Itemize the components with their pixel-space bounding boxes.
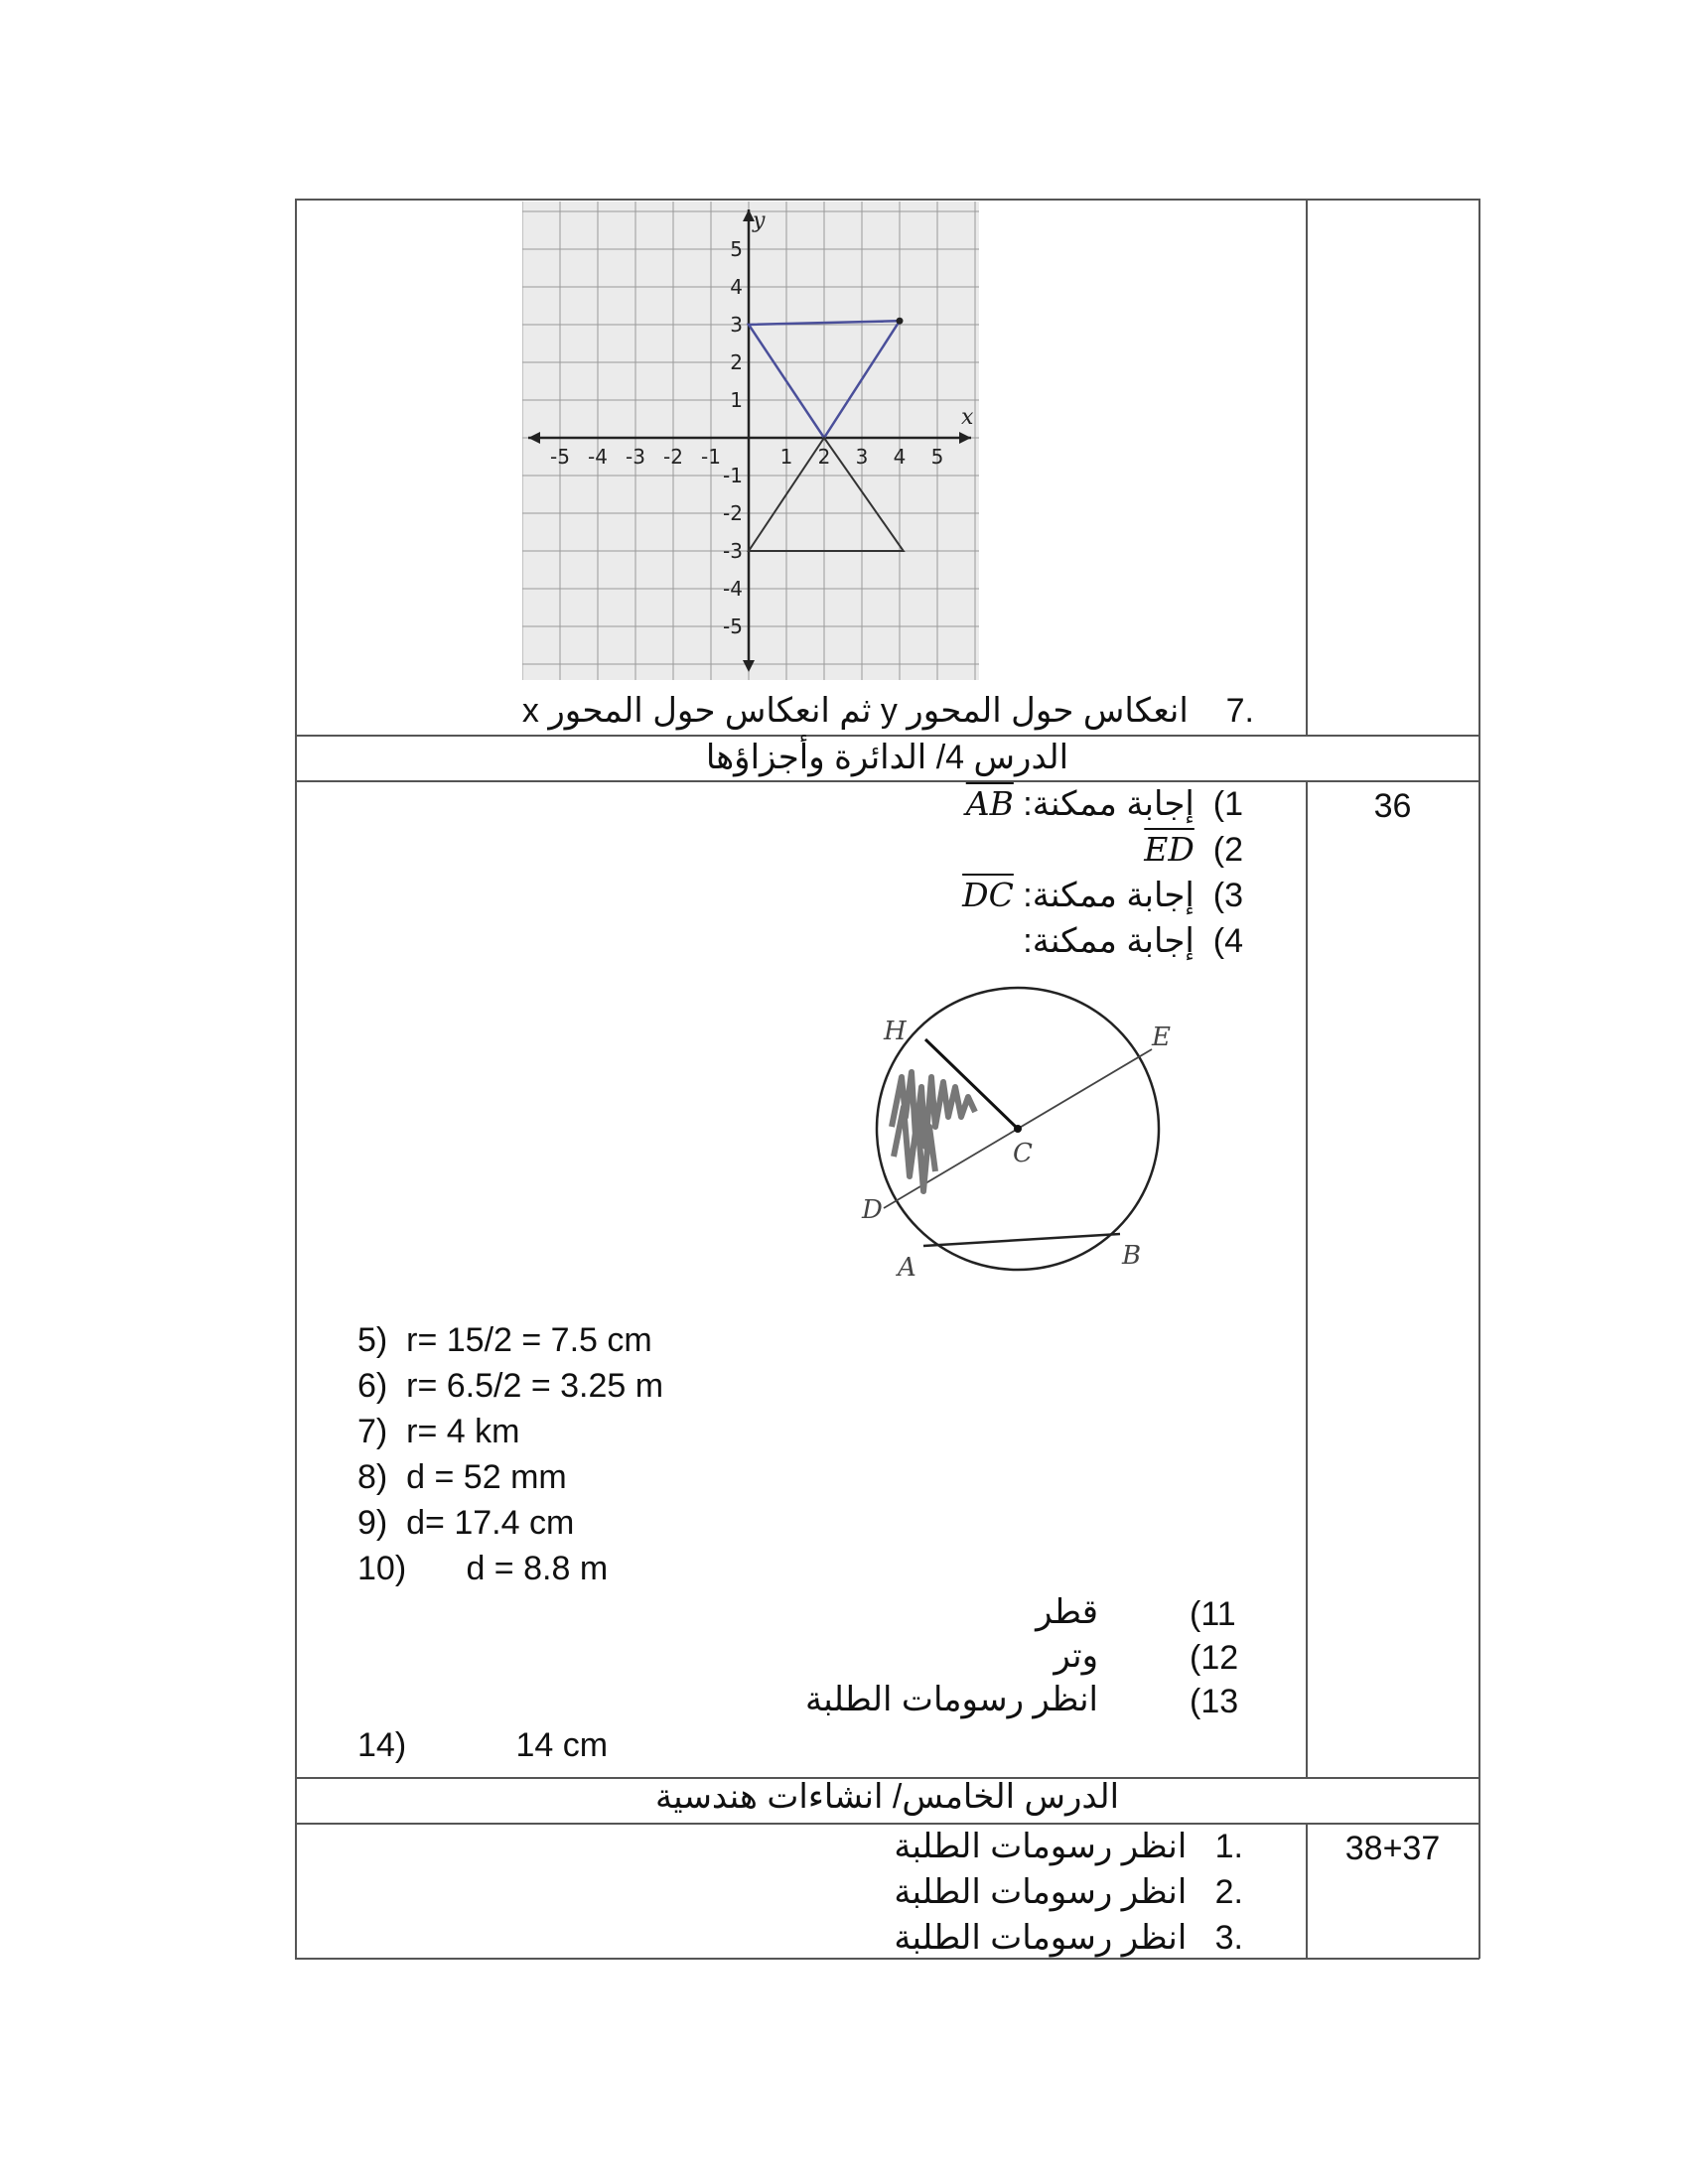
answer-6-text: r= 6.5/2 = 3.25 m — [406, 1367, 664, 1405]
answer-3 — [962, 876, 1243, 915]
answer-14-text: 14 cm — [515, 1726, 609, 1764]
answer-4 — [1023, 921, 1243, 961]
lesson-5-item-2 — [894, 1872, 1243, 1912]
y-tick-label: 1 — [730, 388, 743, 412]
page-column-divider — [1306, 199, 1308, 736]
lesson-5-item-2-text: انظر رسومات الطلبة — [894, 1873, 1188, 1911]
y-tick-label: -3 — [723, 539, 743, 563]
answer-5 — [357, 1320, 652, 1360]
y-axis-label: y — [753, 208, 766, 233]
answer-1 — [966, 784, 1243, 824]
answer-10-num: 10) — [357, 1550, 407, 1587]
label-B: B — [1122, 1241, 1142, 1271]
page-number-37-38-text: 38+37 — [1344, 1830, 1441, 1867]
x-tick-label: 4 — [893, 445, 907, 469]
chord-AB — [923, 1234, 1120, 1246]
row-divider-1 — [295, 735, 1479, 737]
answer-9 — [357, 1503, 574, 1543]
answer-1-num: 1) — [1212, 785, 1243, 823]
x-tick-label: -4 — [588, 445, 608, 469]
x-tick-label: -3 — [626, 445, 645, 469]
lesson-5-item-2-num: .2 — [1214, 1873, 1243, 1911]
answer-7-num: 7) — [357, 1413, 388, 1450]
answer-8-num: 8) — [357, 1458, 388, 1496]
answer-9-num: 9) — [357, 1504, 388, 1542]
item-7-line — [522, 691, 1254, 731]
lesson-5-item-1-text: انظر رسومات الطلبة — [894, 1828, 1188, 1865]
answer-3-text: إجابة ممكنة: — [1023, 877, 1195, 914]
y-tick-label: -2 — [723, 501, 743, 525]
row-divider-2 — [295, 780, 1479, 782]
lesson-5-item-1-num: .1 — [1214, 1828, 1243, 1865]
segment-AB: $\overline{AB}$ — [965, 784, 1014, 823]
y-tick-label: 2 — [730, 350, 743, 374]
answer-11-num: (11 — [1190, 1595, 1236, 1633]
circle-figure — [854, 978, 1182, 1286]
label-C: C — [1013, 1139, 1033, 1168]
answer-13-num: (13 — [1190, 1683, 1239, 1720]
x-tick-label: 3 — [855, 445, 869, 469]
answer-9-text: d= 17.4 cm — [406, 1504, 575, 1542]
x-tick-label: -1 — [701, 445, 721, 469]
answer-13-text: انظر رسومات الطلبة — [805, 1681, 1098, 1718]
label-H: H — [884, 1017, 907, 1046]
answer-8-text: d = 52 mm — [406, 1458, 567, 1496]
answer-10-text: d = 8.8 m — [466, 1550, 609, 1587]
label-D: D — [862, 1195, 883, 1225]
table-border-bottom — [295, 1958, 1479, 1960]
segment-DC: $\overline{DC}$ — [962, 876, 1014, 914]
answer-5-num: 5) — [357, 1321, 388, 1359]
answer-1-text: إجابة ممكنة: — [1023, 785, 1195, 823]
answer-3-num: 3) — [1212, 877, 1243, 914]
y-tick-label: 4 — [730, 275, 743, 299]
y-tick-label: 5 — [730, 237, 743, 261]
vertex-dot — [897, 318, 904, 325]
answer-2-num: 2) — [1212, 831, 1243, 869]
table-border-right — [1478, 199, 1480, 1959]
y-tick-label: -4 — [723, 577, 743, 601]
label-A: A — [898, 1253, 916, 1283]
page-number-37-38 — [1306, 1829, 1479, 1868]
lesson-5-item-3 — [894, 1918, 1243, 1958]
table-border-left — [295, 199, 297, 1959]
lesson-5-item-3-text: انظر رسومات الطلبة — [894, 1919, 1188, 1957]
lesson-5-item-3-num: .3 — [1214, 1919, 1243, 1957]
answer-8 — [357, 1457, 567, 1497]
y-tick-label: 3 — [730, 313, 743, 337]
answer-7 — [357, 1412, 519, 1451]
answer-14-num: 14) — [357, 1726, 407, 1764]
answer-10 — [357, 1549, 608, 1588]
x-tick-label: -5 — [550, 445, 570, 469]
answer-7-text: r= 4 km — [406, 1413, 520, 1450]
page-number-36: 36 — [1373, 787, 1412, 825]
answer-12-num: (12 — [1190, 1639, 1239, 1677]
x-tick-label: -2 — [663, 445, 683, 469]
segment-ED: $\overline{ED}$ — [1144, 830, 1195, 869]
x-tick-label: 2 — [817, 445, 831, 469]
coordinate-graph — [522, 202, 979, 680]
page-column-divider — [1306, 780, 1308, 1778]
answer-12-text: وتر — [1054, 1637, 1098, 1675]
y-tick-label: -1 — [723, 464, 743, 487]
x-tick-label: 5 — [930, 445, 944, 469]
answer-11-text: قطر — [1036, 1593, 1098, 1631]
lesson-4-title: الدرس 4/ الدائرة وأجزاؤها — [705, 739, 1069, 776]
label-E: E — [1152, 1023, 1171, 1052]
answer-4-num: 4) — [1212, 922, 1243, 960]
answer-6 — [357, 1366, 663, 1406]
item-7-text: انعكاس حول المحور y ثم انعكاس حول المحور x — [521, 692, 1189, 730]
answer-14 — [357, 1725, 608, 1765]
lesson-5-item-1 — [894, 1827, 1243, 1866]
answer-5-text: r= 15/2 = 7.5 cm — [406, 1321, 652, 1359]
row-divider-4 — [295, 1823, 1479, 1825]
x-tick-label: 1 — [779, 445, 793, 469]
answer-2 — [1144, 830, 1243, 870]
item-7-number: .7 — [1225, 692, 1254, 730]
x-axis-label: x — [961, 405, 974, 430]
lesson-5-title: الدرس الخامس/ انشاءات هندسية — [654, 1778, 1120, 1816]
scribble-mark — [892, 1072, 975, 1191]
table-border-top — [295, 199, 1479, 201]
answer-4-text: إجابة ممكنة: — [1023, 922, 1195, 960]
answer-6-num: 6) — [357, 1367, 388, 1405]
center-point — [1014, 1125, 1022, 1133]
y-tick-label: -5 — [723, 614, 743, 638]
